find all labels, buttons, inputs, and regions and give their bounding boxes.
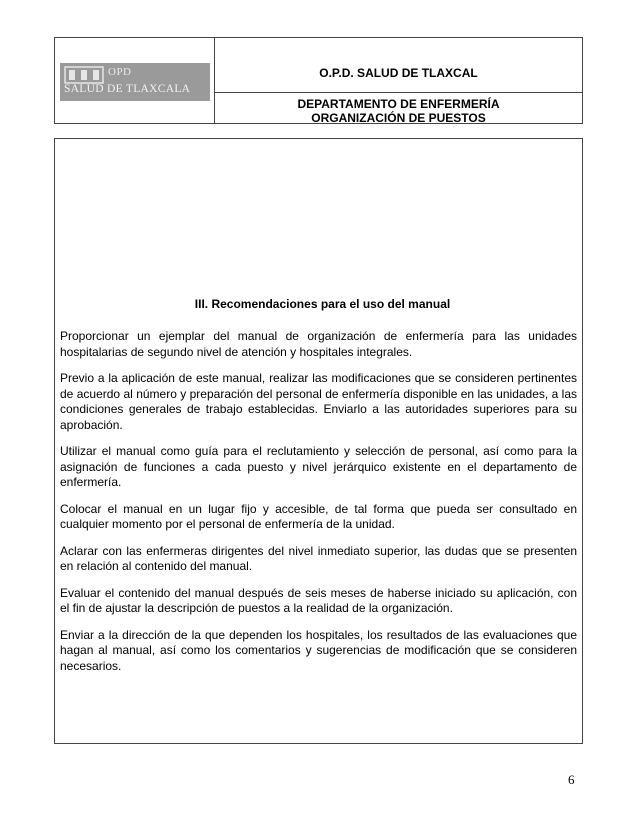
recommendations-list xyxy=(60,329,577,685)
department-block xyxy=(215,93,582,123)
department-name: DEPARTAMENTO DE ENFERMERÍA xyxy=(297,97,500,111)
page-number: 6 xyxy=(568,772,575,787)
logo-cell xyxy=(55,38,215,123)
paragraph: Proporcionar un ejemplar del manual de organización de enfermería para las unidades hospitalarias de segundo nivel de atención y hospitales integrales. xyxy=(60,329,577,359)
document-header xyxy=(54,37,583,124)
document-subtitle: ORGANIZACIÓN DE PUESTOS xyxy=(311,111,486,125)
content-box xyxy=(54,138,583,744)
organization-logo xyxy=(60,63,210,101)
paragraph: Colocar el manual en un lugar fijo y accesible, de tal forma que pueda ser consultado en cualquier momento por el personal de enfermería de la unidad. xyxy=(60,501,577,531)
logo-abbreviation: OPD xyxy=(108,66,132,78)
building-emblem-icon xyxy=(64,66,104,84)
logo-name: SALUD DE TLAXCALA xyxy=(64,83,191,95)
paragraph: Utilizar el manual como guía para el reclutamiento y selección de personal, así como para la asignación de funciones a cada puesto y nivel jerárquico existente en el departamento de enfermería. xyxy=(60,444,577,489)
paragraph: Previo a la aplicación de este manual, realizar las modificaciones que se consideren pertinentes de acuerdo al número y preparación del personal de enfermería disponible en las unidades, a las condiciones generales de trabajo establecidas. Enviarlo a las autoridades superiores para su aprobación. xyxy=(60,371,577,432)
paragraph: Aclarar con las enfermeras dirigentes del nivel inmediato superior, las dudas que se presenten en relación al contenido del manual. xyxy=(60,543,577,573)
paragraph: Evaluar el contenido del manual después de seis meses de haberse iniciado su aplicación, con el fin de ajustar la descripción de puestos a la realidad de la organización. xyxy=(60,585,577,615)
paragraph: Enviar a la dirección de la que dependen los hospitales, los resultados de las evaluaciones que hagan al manual, así como los comentarios y sugerencias de modificación que se consideren necesarios. xyxy=(60,627,577,673)
section-title: III. Recomendaciones para el uso del manual xyxy=(194,297,451,311)
organization-name: O.P.D. SALUD DE TLAXCAL xyxy=(215,38,582,93)
